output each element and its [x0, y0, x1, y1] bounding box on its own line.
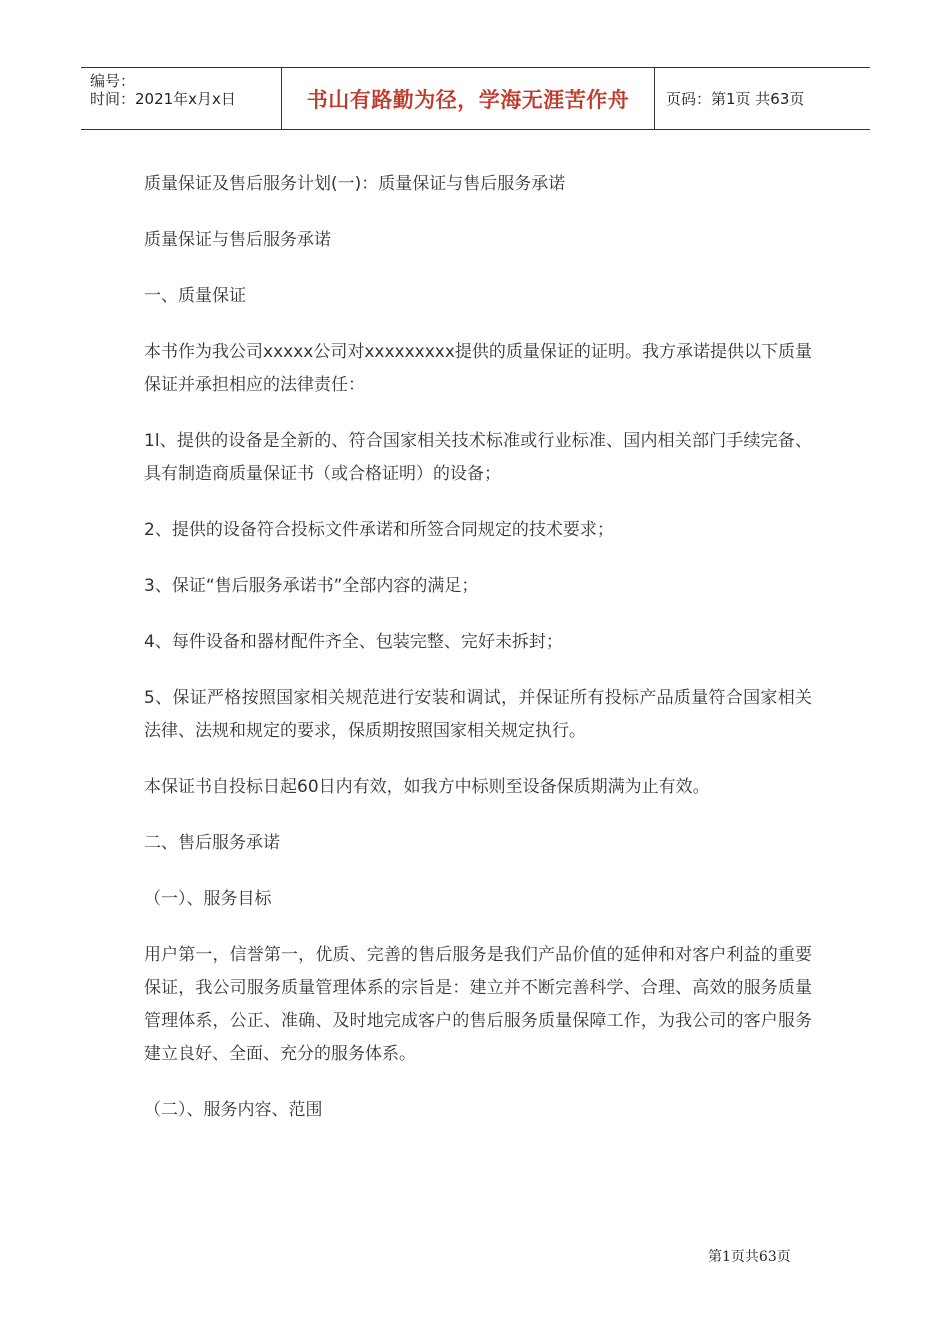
- page-footer: 第1页共63页: [708, 1249, 791, 1265]
- subsection-heading-scope: （二）、服务内容、范围: [144, 1100, 323, 1120]
- header-motto-cell: [281, 68, 655, 129]
- list-item-3: 3、保证“售后服务承诺书”全部内容的满足；: [144, 576, 479, 596]
- list-item-1: 1l、提供的设备是全新的、符合国家相关技术标准或行业标准、国内相关部门手续完备、具有制造商质量保证书（或合格证明）的设备；: [144, 431, 812, 484]
- section-heading-service: 二、售后服务承诺: [144, 833, 280, 853]
- paragraph-intro: 本书作为我公司xxxxx公司对xxxxxxxxx提供的质量保证的证明。我方承诺提供以下质量保证并承担相应的法律责任：: [144, 342, 812, 395]
- doc-subtitle: 质量保证与售后服务承诺: [144, 230, 331, 250]
- doc-title: 质量保证及售后服务计划(一)：质量保证与售后服务承诺: [144, 174, 566, 194]
- header-motto: 书山有路勤为径，学海无涯苦作舟: [306, 87, 630, 112]
- page-header: [81, 67, 870, 130]
- header-page-code: 页码：第1页 共63页: [666, 90, 805, 108]
- header-meta: [81, 68, 281, 129]
- header-page-cell: [654, 68, 870, 129]
- paragraph-validity: 本保证书自投标日起60日内有效，如我方中标则至设备保质期满为止有效。: [144, 777, 710, 797]
- paragraph-goal: 用户第一，信誉第一，优质、完善的售后服务是我们产品价值的延伸和对客户利益的重要保证，我公司服务质量管理体系的宗旨是：建立并不断完善科学、合理、高效的服务质量管理体系，公正、准确、及时地完成客户的售后服务质量保障工作，为我公司的客户服务建立良好、全面、充分的服务体系。: [144, 945, 812, 1064]
- list-item-5: 5、保证严格按照国家相关规范进行安装和调试，并保证所有投标产品质量符合国家相关法律、法规和规定的要求，保质期按照国家相关规定执行。: [144, 688, 812, 741]
- document-time-label: 时间：2021年x月x日: [90, 90, 236, 108]
- section-heading-quality: 一、质量保证: [144, 286, 246, 306]
- list-item-4: 4、每件设备和器材配件齐全、包装完整、完好未拆封；: [144, 632, 563, 652]
- subsection-heading-goal: （一）、服务目标: [144, 889, 272, 909]
- document-number-label: 编号：: [90, 72, 136, 90]
- list-item-2: 2、提供的设备符合投标文件承诺和所签合同规定的技术要求；: [144, 520, 614, 540]
- document-body: [144, 168, 812, 1127]
